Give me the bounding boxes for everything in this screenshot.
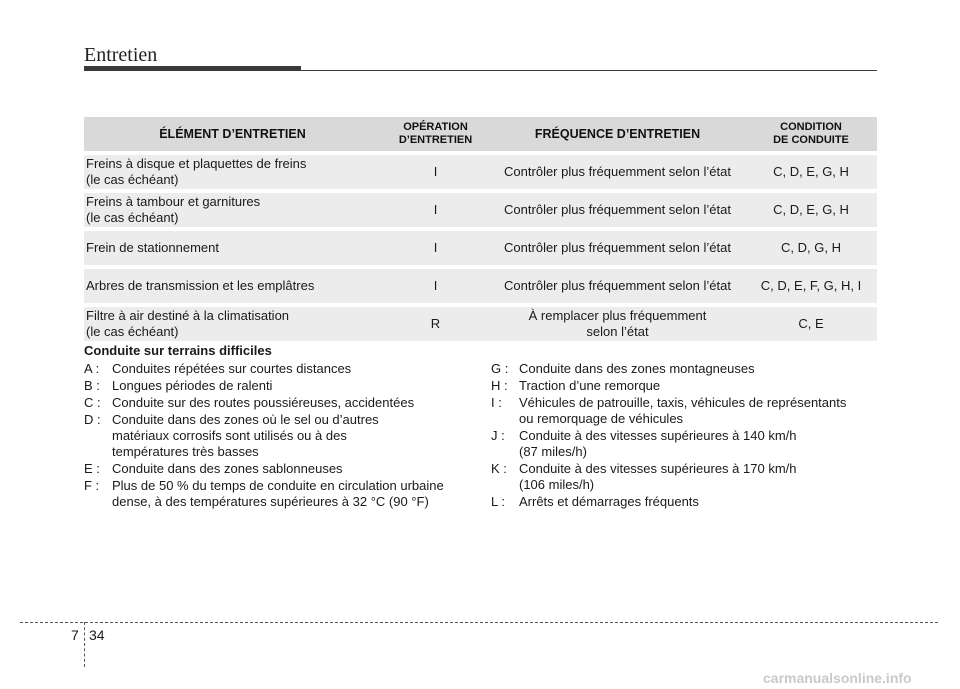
note-item xyxy=(84,478,482,510)
note-item xyxy=(491,461,881,493)
header-frequency: FRÉQUENCE D’ENTRETIEN xyxy=(490,117,745,151)
cell-item: Freins à disque et plaquettes de freins (le cas échéant) xyxy=(84,155,381,189)
cell-frequency: Contrôler plus fréquemment selon l’état xyxy=(490,269,745,303)
header-rule-thin xyxy=(301,70,877,71)
cell-operation: I xyxy=(381,269,490,303)
note-key: H : xyxy=(491,378,508,393)
note-text: Conduite dans des zones où le sel ou d’autres matériaux corrosifs sont utilisés ou à des températures très basses xyxy=(112,412,379,459)
cell-operation: I xyxy=(381,231,490,265)
note-item xyxy=(491,378,881,394)
note-text: Conduite sur des routes poussiéreuses, accidentées xyxy=(112,395,415,410)
note-key: L : xyxy=(491,494,505,509)
cell-condition: C, D, E, G, H xyxy=(745,155,877,189)
cell-item: Freins à tambour et garnitures (le cas échéant) xyxy=(84,193,381,227)
table-row xyxy=(84,269,877,303)
watermark: carmanualsonline.info xyxy=(763,670,912,686)
note-item xyxy=(84,395,482,411)
cell-frequency: Contrôler plus fréquemment selon l’état xyxy=(490,231,745,265)
cell-operation: R xyxy=(381,307,490,341)
table-row xyxy=(84,231,877,265)
note-item xyxy=(84,378,482,394)
table-header-row xyxy=(84,117,877,151)
cell-operation: I xyxy=(381,155,490,189)
table-row xyxy=(84,193,877,227)
cell-condition: C, E xyxy=(745,307,877,341)
cell-item: Filtre à air destiné à la climatisation (le cas échéant) xyxy=(84,307,381,341)
header-operation: OPÉRATION D’ENTRETIEN xyxy=(381,117,490,151)
header-condition: CONDITION DE CONDUITE xyxy=(745,117,877,151)
note-key: C : xyxy=(84,395,101,410)
cell-item: Arbres de transmission et les emplâtres xyxy=(84,269,381,303)
note-item xyxy=(84,361,482,377)
note-key: G : xyxy=(491,361,509,376)
table-row xyxy=(84,307,877,341)
notes-title: Conduite sur terrains difficiles xyxy=(84,343,272,358)
note-key: B : xyxy=(84,378,100,393)
note-text: Plus de 50 % du temps de conduite en circulation urbaine dense, à des températures supérieures à 32 °C (90 °F) xyxy=(112,478,444,509)
note-key: E : xyxy=(84,461,100,476)
note-item xyxy=(84,461,482,477)
footer-dashed-divider xyxy=(84,622,85,667)
cell-frequency: Contrôler plus fréquemment selon l’état xyxy=(490,193,745,227)
note-key: K : xyxy=(491,461,507,476)
note-text: Conduite dans des zones montagneuses xyxy=(519,361,755,376)
cell-condition: C, D, E, G, H xyxy=(745,193,877,227)
note-item xyxy=(491,361,881,377)
note-item xyxy=(491,395,881,427)
notes-left-column xyxy=(84,343,482,511)
page-header-title: Entretien xyxy=(84,44,158,66)
note-key: D : xyxy=(84,412,101,427)
note-item xyxy=(491,494,881,510)
note-key: I : xyxy=(491,395,502,410)
header-item: ÉLÉMENT D’ENTRETIEN xyxy=(84,117,381,151)
note-text: Arrêts et démarrages fréquents xyxy=(519,494,699,509)
note-text: Véhicules de patrouille, taxis, véhicules de représentants ou remorquage de véhicules xyxy=(519,395,847,426)
cell-condition: C, D, G, H xyxy=(745,231,877,265)
cell-frequency: Contrôler plus fréquemment selon l’état xyxy=(490,155,745,189)
notes-right-column xyxy=(491,343,881,511)
note-text: Longues périodes de ralenti xyxy=(112,378,273,393)
note-text: Conduite dans des zones sablonneuses xyxy=(112,461,343,476)
note-key: A : xyxy=(84,361,100,376)
note-item xyxy=(491,428,881,460)
note-text: Conduite à des vitesses supérieures à 140 km/h (87 miles/h) xyxy=(519,428,797,459)
table-row xyxy=(84,155,877,189)
page-number: 34 xyxy=(89,627,105,643)
cell-frequency: À remplacer plus fréquemment selon l’état xyxy=(490,307,745,341)
note-text: Conduites répétées sur courtes distances xyxy=(112,361,352,376)
cell-operation: I xyxy=(381,193,490,227)
chapter-number: 7 xyxy=(71,627,79,643)
footer-dashed-rule xyxy=(20,622,938,623)
note-item xyxy=(84,412,482,460)
note-text: Traction d’une remorque xyxy=(519,378,661,393)
note-key: F : xyxy=(84,478,100,493)
note-text: Conduite à des vitesses supérieures à 170 km/h (106 miles/h) xyxy=(519,461,797,492)
cell-item: Frein de stationnement xyxy=(84,231,381,265)
note-key: J : xyxy=(491,428,505,443)
header-rule-thick xyxy=(84,66,301,71)
cell-condition: C, D, E, F, G, H, I xyxy=(745,269,877,303)
maintenance-table xyxy=(84,113,877,345)
